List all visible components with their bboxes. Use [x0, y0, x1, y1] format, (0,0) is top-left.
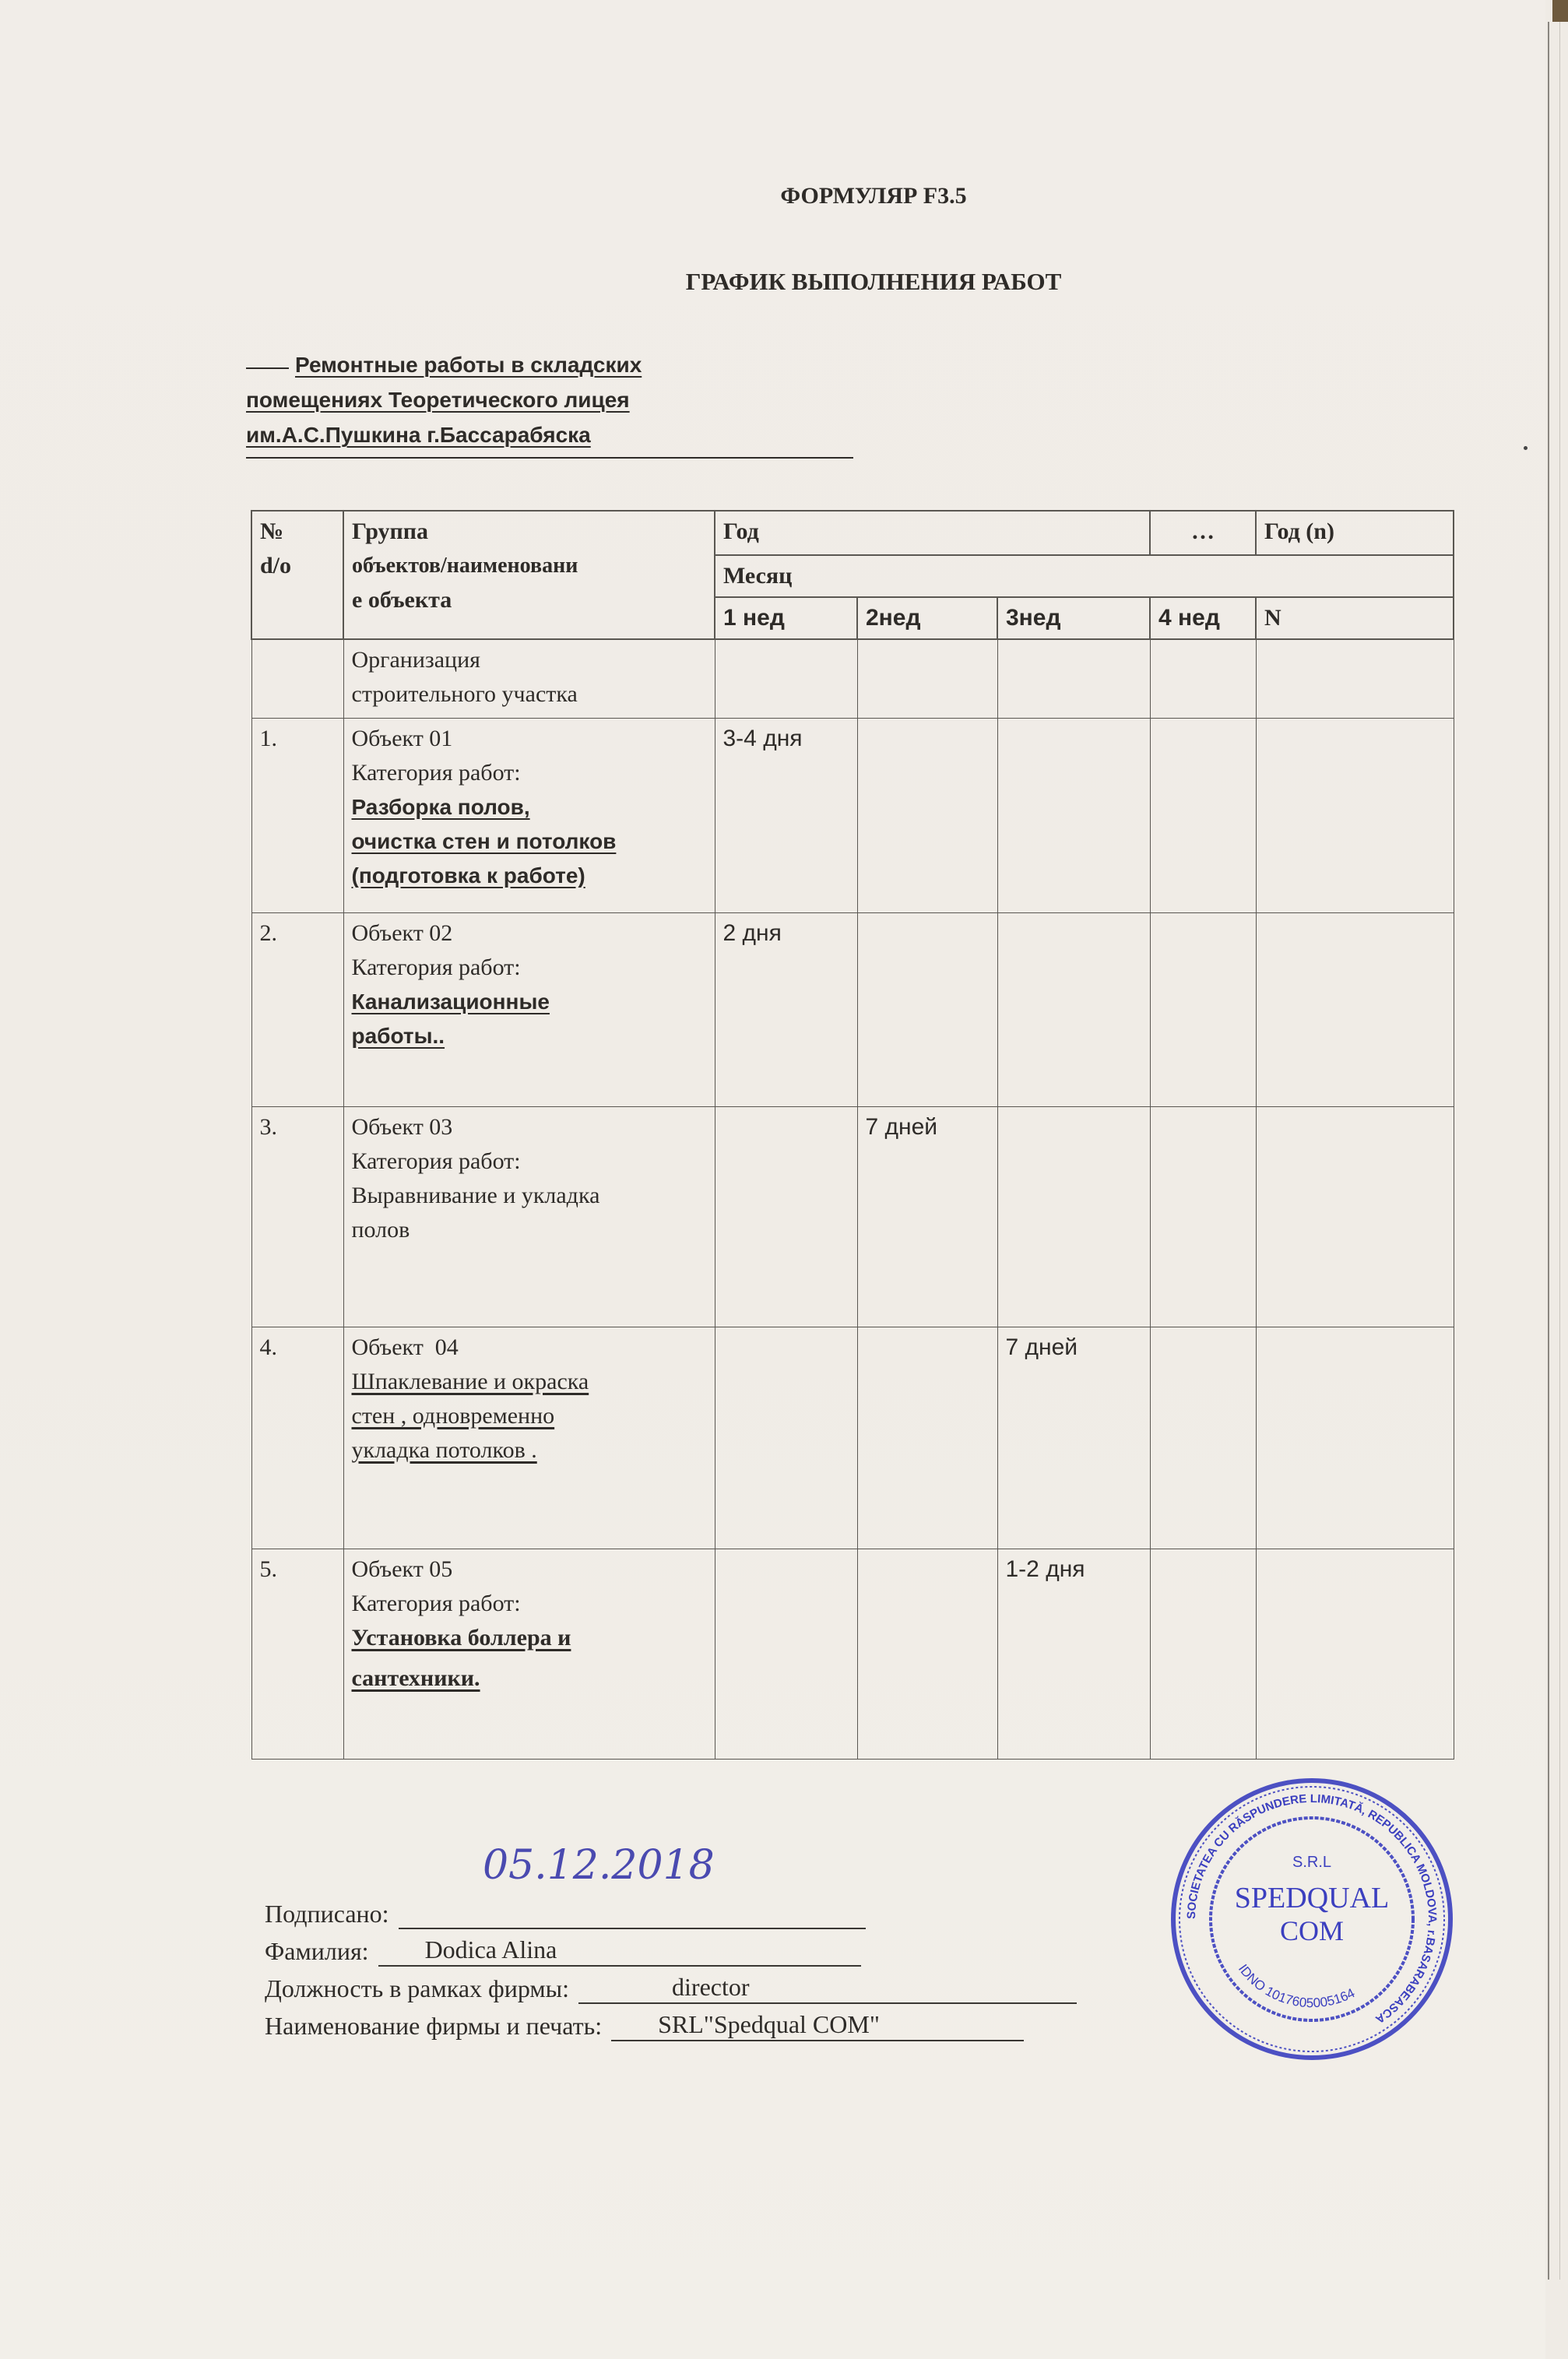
signed-line: [399, 1928, 866, 1929]
description-line: строительного участка: [351, 681, 578, 707]
page-edge-line-back: [1559, 22, 1560, 2280]
week-cell: [715, 1106, 857, 1327]
week-cell: [1150, 912, 1256, 1106]
row-description: [343, 1106, 715, 1327]
page-edge-line: [1548, 22, 1549, 2280]
week-cell: 7 дней: [857, 1106, 997, 1327]
stamp-outer-text: SOCIETATEA CU RĂSPUNDERE LIMITATĂ, REPUBLICA MOLDOVA, r.BASARABEASCA: [1184, 1791, 1440, 2027]
week-cell: [857, 912, 997, 1106]
row-number: 4.: [251, 1327, 343, 1549]
row-description: [343, 912, 715, 1106]
header-object-group: [343, 511, 715, 639]
project-line: помещениях Теоретического лицея: [246, 388, 630, 412]
company-row: [265, 2004, 1152, 2041]
row-description: [343, 639, 715, 718]
row-number: 3.: [251, 1106, 343, 1327]
row-description: [343, 1549, 715, 1759]
description-line: укладка потолков .: [351, 1436, 537, 1463]
header-group-line: объектов/наименовани: [352, 554, 578, 578]
week-cell: [997, 639, 1150, 718]
week-cell: 2 дня: [715, 912, 857, 1106]
object-name: Объект 05: [351, 1556, 453, 1582]
object-name: Объект 01: [351, 725, 453, 751]
week-cell: [1150, 1106, 1256, 1327]
week-cell: [1150, 718, 1256, 912]
week-cell: [857, 718, 997, 912]
row-number: 1.: [251, 718, 343, 912]
week-cell: [997, 1106, 1150, 1327]
week-cell: [857, 1327, 997, 1549]
week-cell: [715, 1549, 857, 1759]
week-cell: 1-2 дня: [997, 1549, 1150, 1759]
object-name: Объект 04: [351, 1334, 459, 1360]
description-line: Установка боллера и: [351, 1624, 571, 1651]
header-week-2: 2нед: [857, 597, 997, 639]
description-line: сантехники.: [351, 1665, 480, 1691]
category-label: Категория работ:: [351, 759, 521, 786]
stamp-idno: IDNO 1017605005164: [1235, 1961, 1358, 2011]
signed-date-handwritten: 05.12.2018: [483, 1842, 715, 1889]
week-cell: [857, 1549, 997, 1759]
company-label: Наименование фирмы и печать:: [265, 2012, 603, 2040]
object-name: Объект 03: [351, 1113, 453, 1140]
background-edge: [1552, 0, 1568, 22]
surname-value: Dodica Alina: [378, 1934, 861, 1967]
header-ellipsis: …: [1150, 511, 1256, 555]
week-cell: [1150, 639, 1256, 718]
description-line: очистка стен и потолков: [351, 828, 617, 853]
signed-date-row: [265, 1837, 1152, 1892]
description-line: Разборка полов,: [351, 794, 530, 819]
header-group-line: е объекта: [352, 587, 452, 613]
position-row: [265, 1967, 1152, 2004]
stamp-name-line2: COM: [1279, 1915, 1345, 1946]
table-row: [251, 1549, 1454, 1759]
header-week-n: N: [1256, 597, 1454, 639]
row-description: [343, 1327, 715, 1549]
header-month: Месяц: [715, 555, 1454, 597]
signed-label: Подписано:: [265, 1900, 389, 1928]
table-row: [251, 1106, 1454, 1327]
surname-row: [265, 1929, 1152, 1967]
position-label: Должность в рамках фирмы:: [265, 1974, 570, 2002]
project-line: [246, 347, 947, 382]
week-cell: 3-4 дня: [715, 718, 857, 912]
header-number-line: d/o: [260, 553, 292, 578]
signed-row: [265, 1892, 1152, 1929]
week-cell: [1256, 1327, 1454, 1549]
row-number: [251, 639, 343, 718]
stamp-name-line1: SPEDQUAL: [1234, 1882, 1390, 1914]
table-row: [251, 639, 1454, 718]
header-year-n: Год (n): [1256, 511, 1454, 555]
description-line: Шпаклевание и окраска: [351, 1368, 589, 1394]
position-value: director: [578, 1971, 1077, 2004]
week-cell: [1256, 718, 1454, 912]
week-cell: [1256, 912, 1454, 1106]
week-cell: [997, 912, 1150, 1106]
week-cell: [715, 1327, 857, 1549]
table-row: [251, 912, 1454, 1106]
header-group-line: Группа: [352, 519, 429, 544]
category-label: Категория работ:: [351, 1590, 521, 1616]
table-row: [251, 718, 1454, 912]
week-cell: [857, 639, 997, 718]
description-line: стен , одновременно: [351, 1402, 555, 1429]
work-schedule-table: [251, 510, 1454, 1760]
stamp-srl: S.R.L: [1292, 1854, 1332, 1871]
project-line-text: Ремонтные работы в складских: [295, 353, 642, 377]
header-year: Год: [715, 511, 1150, 555]
object-name: Объект 02: [351, 919, 453, 946]
table-row: [251, 1327, 1454, 1549]
week-cell: 7 дней: [997, 1327, 1150, 1549]
week-cell: [1150, 1549, 1256, 1759]
category-label: Категория работ:: [351, 1148, 521, 1174]
description-line: (подготовка к работе): [351, 863, 585, 888]
company-stamp: [1168, 1775, 1456, 2063]
header-number-line: №: [260, 519, 284, 544]
project-name: [246, 347, 947, 459]
description-line: Выравнивание и укладка: [351, 1182, 600, 1208]
header-week-3: 3нед: [997, 597, 1150, 639]
category-label: Категория работ:: [351, 954, 521, 980]
header-week-4: 4 нед: [1150, 597, 1256, 639]
document-title: ГРАФИК ВЫПОЛНЕНИЯ РАБОТ: [685, 268, 1062, 295]
week-cell: [1256, 1549, 1454, 1759]
description-line: работы..: [351, 1023, 445, 1048]
project-line: им.А.С.Пушкина г.Бассарабяска: [246, 423, 591, 447]
row-number: 2.: [251, 912, 343, 1106]
week-cell: [997, 718, 1150, 912]
surname-label: Фамилия:: [265, 1937, 369, 1965]
week-cell: [1150, 1327, 1256, 1549]
description-line: полов: [351, 1216, 410, 1243]
row-description: [343, 718, 715, 912]
ink-dot: [1524, 446, 1528, 450]
week-cell: [715, 639, 857, 718]
header-week-1: 1 нед: [715, 597, 857, 639]
form-code: ФОРМУЛЯР F3.5: [780, 183, 967, 209]
description-line: Канализационные: [351, 989, 550, 1014]
row-number: 5.: [251, 1549, 343, 1759]
week-cell: [1256, 1106, 1454, 1327]
signature-block: [265, 1837, 1152, 2041]
description-line: Организация: [351, 647, 480, 673]
company-value: SRL"Spedqual COM": [611, 2009, 1024, 2041]
week-cell: [1256, 639, 1454, 718]
header-number: [251, 511, 343, 639]
project-underline: [246, 457, 853, 459]
